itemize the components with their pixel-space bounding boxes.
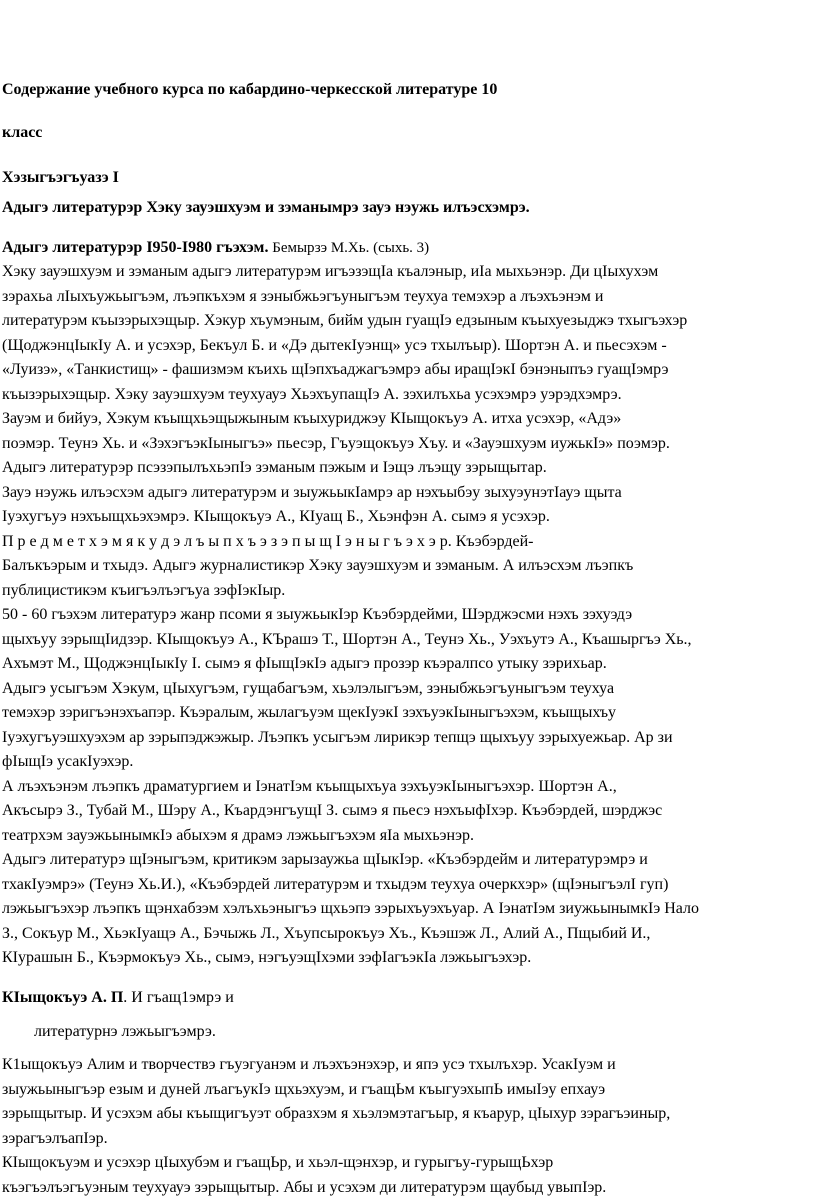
- text-line: Адыгэ литературэ щIэныгъэм, критикэм зарызаужьа щIыкIэр. «Къэбэрдейм и литературэмрэ и: [2, 851, 648, 868]
- text-line: Балъкъэрым и тхыдэ. Адыгэ журналистикэр Хэку зауэшхуэм и зэманым. А илъэсхэм лъэпкъ: [2, 557, 634, 574]
- topic-heading: [2, 236, 429, 261]
- text-line: А лъэхъэнэм лъэпкъ драматургием и IэнатIэм къыщыхъуа зэхъуэкIыныгъэхэр. Шортэн А.,: [2, 777, 617, 795]
- text-line: публицистикэм къигъэлъэгъуа зэфIэкIыр.: [2, 581, 286, 599]
- document-title-line-1: Содержание учебного курса по кабардино-черкесской литературе 10: [2, 81, 498, 98]
- text-line: зыужьыныгъэр езым и дуней лъагъукIэ щхьэхуэм, и гъащЬм къыгуэхыпЬ имыIэу епхауэ: [2, 1080, 606, 1098]
- text-line: литературэм къызэрыхэщыр. Хэкур хъумэным, бийм удын гуащIэ едзыным къыхуезыджэ тхыгъэхэр: [2, 312, 688, 329]
- text-line: Зауэм и бийуэ, Хэкум къыщхьэщыжыным къыхуриджэу КIыщокъуэ А. итха усэхэр, «Адэ»: [2, 410, 622, 427]
- text-line: къызэрыхэщыр. Хэку зауэшхуэм теухуауэ ХьэхъупащIэ А. зэхилъхьа усэхэмрэ уэрэдхэмрэ.: [2, 385, 622, 403]
- text-line: фIыщIэ усакIуэхэр.: [2, 753, 134, 770]
- text-line: К1ыщокъуэ Алим и творчествэ гъуэгуанэм и лъэхъэнэхэр, и япэ усэ тхылъхэр. УсакIуэм и: [2, 1056, 616, 1073]
- section-subheading: Адыгэ литературэр Хэку зауэшхуэм и зэманымрэ зауэ нэужь илъэсхэмрэ.: [2, 199, 530, 216]
- text-line: Iуэхугъуэшхуэхэм ар зэрыпэджэжыр. Лъэпкъ усыгъэм лирикэр тепщэ щыхъуу зэрыхуежьар. Ар зи: [2, 728, 673, 746]
- section-heading: Хэзыгъэгъуазэ I: [2, 169, 119, 186]
- text-line: зэрагъэлъапIэр.: [2, 1129, 108, 1147]
- text-line: (ЩоджэнцIыкIу А. и усэхэр, Бекъул Б. и «Дэ дытекIуэнщ» усэ тхылъыр). Шортэн А. и пьесэхэм -: [2, 336, 667, 354]
- text-line: «Луизэ», «Танкистищ» - фашизмэм къихь щIэпхъаджагъэмрэ абы иращIэкI бэнэныпъэ гуащIэмрэ: [2, 361, 669, 378]
- text-line: Ахъмэт М., ЩоджэнцIыкIу I. сымэ я фIыщIэкIэ адыгэ прозэр къэралпсо утыку зэрихьар.: [2, 655, 607, 672]
- text-line: Адыгэ усыгъэм Хэкум, цIыхугъэм, гущабагъэм, хьэлэлыгъэм, зэныбжьэгъуныгъэм теухуа: [2, 679, 615, 697]
- topic2-heading-rest: . И гъащ1эмрэ и: [123, 989, 234, 1006]
- text-line: 50 - 60 гъэхэм литературэ жанр псоми я зыужьыкIэр Къэбэрдейми, Шэрджэсми нэхъ зэхуэдэ: [2, 606, 633, 623]
- text-line: КIыщокъуэм и усэхэр цIыхубэм и гъащЬр, и хьэл-щэнхэр, и гурыгъу-гурыщЬхэр: [2, 1154, 554, 1171]
- topic2-heading-line-2: литературнэ лэжьыгъэмрэ.: [34, 1023, 216, 1040]
- text-line: Iуэхугъуэ нэхъыщхьэхэмрэ. КIыщокъуэ А., КIуащ Б., Хьэнфэн А. сымэ я усэхэр.: [2, 508, 550, 525]
- text-line: КIурашын Б., Къэрмокъуэ Хь., сымэ, нэгъуэщIхэми зэфIагъэкIа лэжьыгъэхэр.: [2, 949, 532, 966]
- text-line: темэхэр зэригъэнэхъапэр. Къэралым, жылагъуэм щекIуэкI зэхъуэкIыныгъэхэм, къыщыхъу: [2, 704, 617, 721]
- topic-heading-title: Адыгэ литературэр I950-I980 гъэхэм.: [2, 239, 269, 256]
- topic-heading-note: Бемырзэ М.Хь. (сыхь. 3): [268, 240, 430, 256]
- text-line: тхакIуэмрэ» (Теунэ Хь.И.), «Къэбэрдей литературэм и тхыдэм теухуа очеркхэр» (щIэныгъэлI гуп): [2, 875, 669, 893]
- text-line: П р е д м е т х э м я к у д э л ъ ы п х ъ э з э п ы щ I э н ы г ъ э х э р. Къэбэрдей-: [2, 532, 534, 550]
- text-line: щыхъуу зэрыщIидзэр. КIыщокъуэ А., КЪрашэ Т., Шортэн А., Теунэ Хь., Уэхъутэ А., Къашыргъэ Хь.,: [2, 630, 692, 648]
- text-line: къэгъэлъэгъуэным теухуауэ зэрыщытыр. Абы и усэхэм ди литературэм щаубыд увыпIэр.: [2, 1178, 607, 1196]
- text-line: поэмэр. Теунэ Хь. и «ЗэхэгъэкIыныгъэ» пьесэр, Гъуэщокъуэ Хъу. и «Зауэшхуэм иужькIэ» поэмэр.: [2, 434, 670, 452]
- text-line: Адыгэ литературэр псэзэпылъхьэпIэ зэманым пэжым и Iэщэ лъэщу зэрыщытар.: [2, 459, 547, 476]
- text-line: зэрахьа лIыхъужьыгъэм, лъэпкъхэм я зэныбжьэгъуныгъэм теухуа темэхэр а лъэхъэнэм и: [2, 287, 604, 305]
- text-line: театрхэм зауэжьынымкIэ абыхэм я драмэ лэжьыгъэхэм яIа мыхьэнэр.: [2, 826, 474, 844]
- text-line: З., Сокъур М., ХьэкIуащэ А., Бэчыжь Л., Хъупсырокъуэ Хъ., Къэшэж Л., Алий А., Пщыбий И.,: [2, 924, 651, 942]
- text-line: Хэку зауэшхуэм и зэманым адыгэ литературэм игъэзэщIа къалэныр, иIа мыхьэнэр. Ди цIыхухэм: [2, 263, 659, 280]
- text-line: Зауэ нэужь илъэсхэм адыгэ литературэм и зыужьыкIамрэ ар нэхъыбэу зыхуэунэтIауэ щыта: [2, 483, 622, 501]
- document-title-line-2: класс: [2, 124, 43, 141]
- text-line: лэжьыгъэхэр лъэпкъ щэнхабзэм хэлъхьэныгъэ щхьэпэ зэрыхъуэхъуар. А IэнатIэм зиужьынымкIэ Нало: [2, 900, 700, 917]
- text-line: зэрыщытыр. И усэхэм абы къыщигъуэт образхэм я хьэлэмэтагъыр, я къарур, цIыхур зэрагъэиныр,: [2, 1105, 671, 1122]
- text-line: Акъсырэ З., Тубай М., Шэру А., КъардэнгъущI З. сымэ я пьесэ нэхъыфIхэр. Къэбэрдей, шэрджэс: [2, 802, 663, 819]
- topic2-heading: [2, 986, 234, 1011]
- topic2-heading-title: КIыщокъуэ А. П: [2, 989, 124, 1006]
